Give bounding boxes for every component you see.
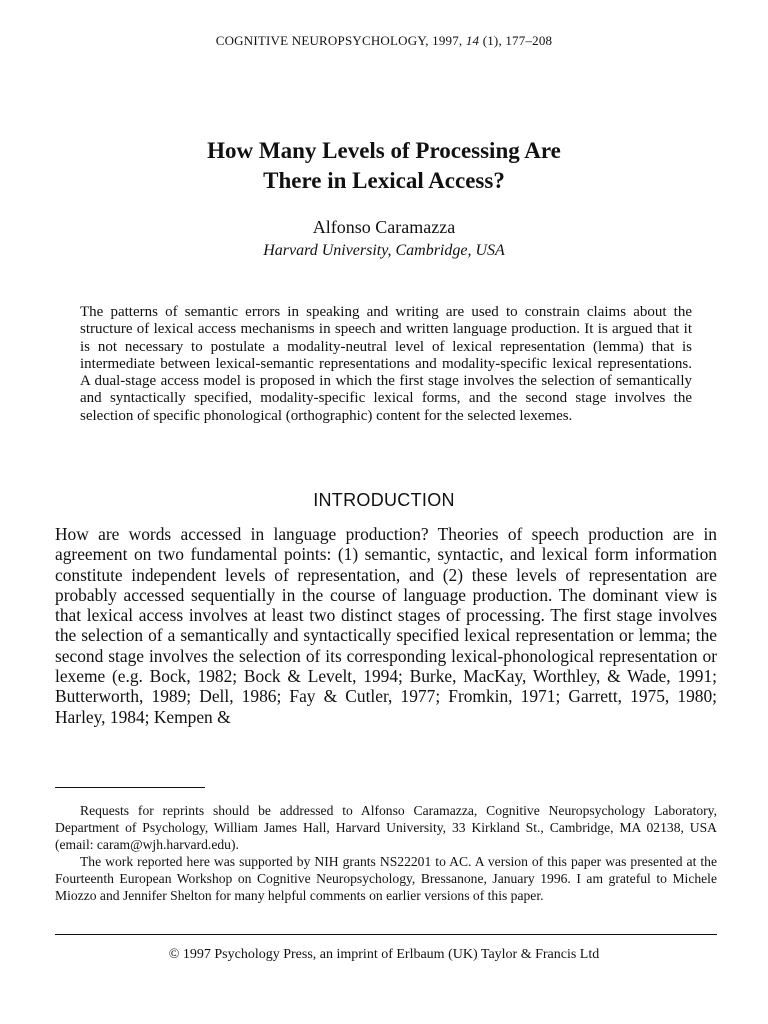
author-name: Alfonso Caramazza <box>312 217 456 237</box>
copyright-notice: © 1997 Psychology Press, an imprint of Erlbaum (UK) Taylor & Francis Ltd <box>168 947 600 962</box>
running-head-journal: COGNITIVE NEUROPSYCHOLOGY, 1997, <box>215 33 463 48</box>
footnote-acknowledgements: The work reported here was supported by NIH grants NS22201 to AC. A version of this paper was presented at the Fourteenth European Workshop on Cognitive Neuropsychology, Bressanone, January 1996. I am grateful to Michele Miozzo and Jennifer Shelton for many helpful comments on earlier versions of this paper. <box>55 854 717 903</box>
footnote-divider <box>55 787 205 788</box>
author-affiliation: Harvard University, Cambridge, USA <box>263 242 505 259</box>
running-head-volume: 14 <box>465 33 480 48</box>
article-title-line-1: How Many Levels of Processing Are <box>207 138 561 163</box>
article-title <box>0 136 768 196</box>
copyright-divider <box>55 934 717 935</box>
running-head <box>0 33 768 49</box>
footnote-reprints: Requests for reprints should be addressed to Alfonso Caramazza, Cognitive Neuropsychology Laboratory, Department of Psychology, William James Hall, Harvard University, 33 Kirkland St., Cambridge, MA 02138, USA (email: caram@wjh.harvard.edu). <box>55 803 717 852</box>
article-title-line-2: There in Lexical Access? <box>263 168 505 193</box>
introduction-paragraph: How are words accessed in language production? Theories of speech production are in agreement on two fundamental points: (1) semantic, syntactic, and lexical form information constitute independent levels of representation, and (2) these levels of representation are probably accessed sequentially in the course of language production. The dominant view is that lexical access involves at least two distinct stages of processing. The first stage involves the selection of a semantically and syntactically specified lexical representation or lemma; the second stage involves the selection of its corresponding lexical-phonological representation or lexeme (e.g. Bock, 1982; Bock & Levelt, 1994; Burke, MacKay, Worthley, & Wade, 1991; Butterworth, 1989; Dell, 1986; Fay & Cutler, 1977; Fromkin, 1971; Garrett, 1975, 1980; Harley, 1984; Kempen & <box>55 524 717 727</box>
footnotes <box>55 802 717 904</box>
running-head-issue-pages: (1), 177–208 <box>482 33 553 48</box>
abstract: The patterns of semantic errors in speaking and writing are used to constrain claims about the structure of lexical access mechanisms in speech and written language production. It is argued that it is not necessary to postulate a modality-neutral level of lexical representation (lemma) that is intermediate between lexical-semantic representations and modality-specific lexical representations. A dual-stage access model is proposed in which the first stage involves the selection of semantically and syntactically specified, modality-specific lexical forms, and the second stage involves the selection of specific phonological (orthographic) content for the selected lexemes. <box>80 304 692 424</box>
section-heading-introduction: INTRODUCTION <box>313 490 455 510</box>
